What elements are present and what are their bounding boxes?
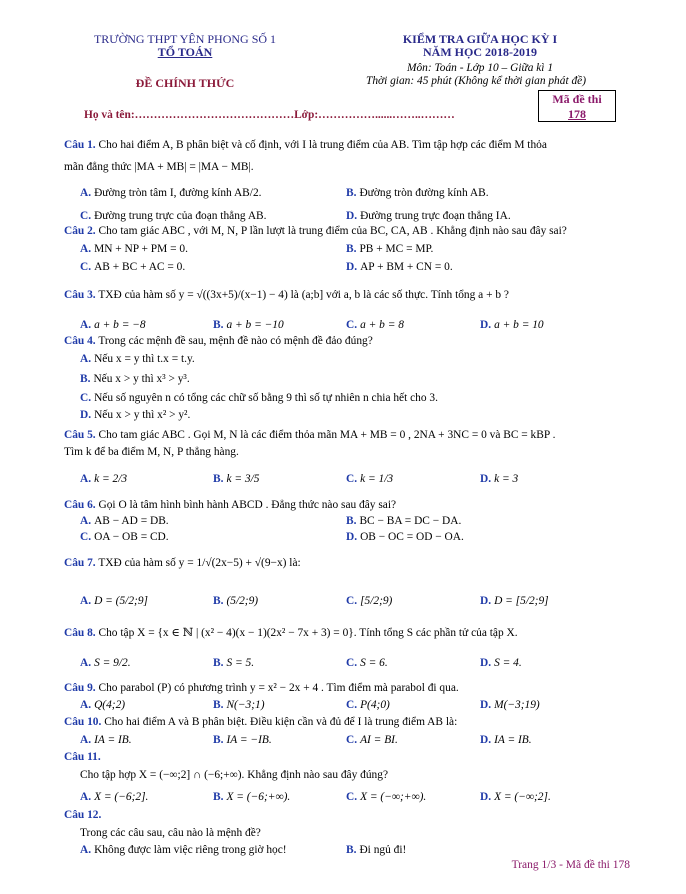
question-3	[64, 288, 636, 302]
option-label: A.	[80, 734, 92, 746]
option-text: AB + BC + AC = 0.	[94, 261, 186, 273]
q8-option-c[interactable]	[346, 656, 388, 670]
option-label: A.	[80, 595, 92, 607]
q5-option-d[interactable]	[480, 472, 518, 486]
q1-option-a[interactable]	[80, 186, 261, 200]
option-label: B.	[346, 243, 357, 255]
q3-option-a[interactable]	[80, 318, 146, 332]
option-label: B.	[213, 699, 224, 711]
page-footer: Trang 1/3 - Mã đề thi 178	[511, 859, 630, 871]
q1-option-d[interactable]	[346, 209, 511, 223]
option-label: A.	[80, 844, 92, 856]
question-2	[64, 224, 636, 238]
option-text: S = 9/2.	[94, 657, 131, 669]
option-label: C.	[80, 531, 92, 543]
option-label: A.	[80, 791, 92, 803]
q5-number: Câu 5.	[64, 429, 96, 441]
option-label: A.	[80, 473, 92, 485]
q4-option-c[interactable]	[80, 391, 438, 405]
q12-number: Câu 12.	[64, 809, 102, 821]
question-5	[64, 428, 636, 442]
option-label: A.	[80, 353, 92, 365]
option-label: C.	[346, 319, 358, 331]
option-label: B.	[213, 734, 224, 746]
q1-number: Câu 1.	[64, 139, 96, 151]
option-label: D.	[346, 531, 358, 543]
q11-option-c[interactable]	[346, 790, 426, 804]
option-label: A.	[80, 319, 92, 331]
option-label: A.	[80, 699, 92, 711]
option-text: k = 1/3	[360, 473, 394, 485]
q6-number: Câu 6.	[64, 499, 96, 511]
exam-title: KIỂM TRA GIỮA HỌC KỲ I	[402, 32, 558, 46]
question-1-cont: mãn đẳng thức |MA + MB| = |MA − MB|.	[64, 161, 254, 173]
option-text: k = 2/3	[94, 473, 128, 485]
q9-option-a[interactable]	[80, 698, 125, 712]
option-label: D.	[480, 319, 492, 331]
q11-option-d[interactable]	[480, 790, 551, 804]
q3-text: TXĐ của hàm số y = √((3x+5)/(x−1) − 4) là (a;b] với a, b là các số thực. Tính tổng a + b ?	[98, 289, 509, 301]
official-label: ĐỀ CHÍNH THỨC	[135, 76, 235, 90]
question-12-text: Trong các câu sau, câu nào là mệnh đề?	[80, 827, 261, 839]
q4-option-d[interactable]	[80, 408, 190, 422]
q12-option-a[interactable]	[80, 843, 287, 857]
option-text: Đường tròn đường kính AB.	[359, 187, 489, 199]
option-text: X = (−6;2].	[94, 791, 149, 803]
option-label: B.	[346, 844, 357, 856]
option-label: C.	[346, 657, 358, 669]
question-12	[64, 808, 636, 822]
q7-option-d[interactable]	[480, 594, 549, 608]
q6-text: Gọi O là tâm hình bình hành ABCD . Đẳng thức nào sau đây sai?	[98, 499, 397, 511]
q10-option-d[interactable]	[480, 733, 532, 747]
option-label: C.	[80, 210, 92, 222]
exam-code-box	[538, 90, 616, 122]
q8-option-a[interactable]	[80, 656, 131, 670]
q2-number: Câu 2.	[64, 225, 96, 237]
q8-option-b[interactable]	[213, 656, 254, 670]
question-9	[64, 681, 636, 695]
school-year: NĂM HỌC 2018-2019	[423, 45, 537, 59]
q3-option-b[interactable]	[213, 318, 284, 332]
q2-option-b[interactable]	[346, 242, 433, 256]
option-label: D.	[480, 699, 492, 711]
option-text: a + b = −10	[226, 319, 284, 331]
option-label: A.	[80, 187, 92, 199]
question-5-cont: Tìm k để ba điểm M, N, P thẳng hàng.	[64, 446, 239, 458]
question-11	[64, 750, 636, 764]
q9-option-d[interactable]	[480, 698, 540, 712]
subject-line: Môn: Toán - Lớp 10 – Giữa kì 1	[406, 62, 554, 74]
option-text: k = 3	[494, 473, 519, 485]
q2-text: Cho tam giác ABC , với M, N, P lần lượt là trung điểm của BC, CA, AB . Khẳng định nào sau đây sai?	[98, 225, 567, 237]
option-text: N(−3;1)	[226, 699, 265, 711]
option-text: AI = BI.	[360, 734, 398, 746]
question-8	[64, 626, 636, 640]
option-text: Q(4;2)	[94, 699, 126, 711]
option-text: Đường trung trực của đoạn thẳng AB.	[94, 210, 267, 222]
time-line: Thời gian: 45 phút (Không kể thời gian phát đề)	[365, 75, 587, 87]
q2-option-a[interactable]	[80, 242, 188, 256]
option-text: Nếu x > y thì x² > y².	[94, 409, 191, 421]
option-label: B.	[346, 515, 357, 527]
option-text: X = (−6;+∞).	[226, 791, 291, 803]
option-text: D = (5/2;9]	[94, 595, 148, 607]
q2-option-d[interactable]	[346, 260, 453, 274]
option-label: B.	[346, 187, 357, 199]
option-label: D.	[346, 210, 358, 222]
exam-code-value: 178	[568, 107, 586, 121]
question-7	[64, 556, 636, 570]
q5-option-c[interactable]	[346, 472, 393, 486]
q7-option-a[interactable]	[80, 594, 148, 608]
q2-option-c[interactable]	[80, 260, 185, 274]
question-6	[64, 498, 636, 512]
q5-text: Cho tam giác ABC . Gọi M, N là các điểm thỏa mãn MA + MB = 0 , 2NA + 3NC = 0 và BC = kBP .	[98, 429, 556, 441]
option-text: X = (−∞;+∞).	[360, 791, 427, 803]
question-10	[64, 715, 636, 729]
exam-code-label: Mã đề thi	[552, 92, 602, 106]
q9-option-b[interactable]	[213, 698, 265, 712]
option-text: OB − OC = OD − OA.	[360, 531, 464, 543]
q8-number: Câu 8.	[64, 627, 96, 639]
option-label: B.	[213, 473, 224, 485]
option-text: X = (−∞;2].	[494, 791, 551, 803]
option-label: B.	[213, 319, 224, 331]
option-label: D.	[480, 734, 492, 746]
q12-option-b[interactable]	[346, 843, 406, 857]
student-name-line: Họ và tên:……………………………………Lớp:……………......……..………	[84, 109, 455, 121]
option-label: C.	[346, 791, 358, 803]
option-label: A.	[80, 657, 92, 669]
question-1	[64, 138, 636, 152]
q4-option-a[interactable]	[80, 352, 195, 366]
q7-option-c[interactable]	[346, 594, 392, 608]
q11-option-b[interactable]	[213, 790, 290, 804]
q9-number: Câu 9.	[64, 682, 96, 694]
option-label: D.	[80, 409, 92, 421]
question-11-text: Cho tập hợp X = (−∞;2] ∩ (−6;+∞). Khẳng định nào sau đây đúng?	[80, 769, 388, 781]
q7-option-b[interactable]	[213, 594, 258, 608]
q1-text: Cho hai điểm A, B phân biệt và cố định, với I là trung điểm của AB. Tìm tập hợp các điểm M thỏa	[98, 139, 547, 151]
option-label: C.	[346, 734, 358, 746]
option-text: [5/2;9)	[360, 595, 393, 607]
option-text: AP + BM + CN = 0.	[360, 261, 453, 273]
option-text: (5/2;9)	[226, 595, 259, 607]
q5-option-a[interactable]	[80, 472, 127, 486]
option-text: M(−3;19)	[494, 699, 540, 711]
q6-option-a[interactable]	[80, 514, 169, 528]
q9-option-c[interactable]	[346, 698, 390, 712]
option-label: C.	[80, 261, 92, 273]
option-text: IA = −IB.	[226, 734, 272, 746]
option-text: Nếu số nguyên n có tổng các chữ số bằng 9 thì số tự nhiên n chia hết cho 3.	[94, 392, 438, 404]
q3-number: Câu 3.	[64, 289, 96, 301]
q10-option-a[interactable]	[80, 733, 132, 747]
q4-number: Câu 4.	[64, 335, 96, 347]
option-label: D.	[480, 657, 492, 669]
option-label: B.	[213, 791, 224, 803]
option-label: A.	[80, 515, 92, 527]
q11-number: Câu 11.	[64, 751, 101, 763]
q10-option-b[interactable]	[213, 733, 272, 747]
option-text: PB + MC = MP.	[359, 243, 434, 255]
option-label: D.	[346, 261, 358, 273]
q4-option-b[interactable]	[80, 372, 190, 386]
option-label: D.	[480, 595, 492, 607]
q7-number: Câu 7.	[64, 557, 96, 569]
option-text: IA = IB.	[494, 734, 532, 746]
option-text: S = 5.	[226, 657, 255, 669]
option-label: C.	[346, 595, 358, 607]
option-text: S = 4.	[494, 657, 522, 669]
option-text: MN + NP + PM = 0.	[94, 243, 188, 255]
question-4	[64, 334, 636, 348]
q1-option-b[interactable]	[346, 186, 489, 200]
option-text: S = 6.	[360, 657, 388, 669]
option-label: C.	[346, 473, 358, 485]
option-label: B.	[213, 657, 224, 669]
option-label: C.	[80, 392, 92, 404]
option-text: Không được làm việc riêng trong giờ học!	[94, 844, 287, 856]
q10-text: Cho hai điểm A và B phân biệt. Điều kiện cần và đủ để I là trung điểm AB là:	[104, 716, 458, 728]
option-label: D.	[480, 473, 492, 485]
department: TỔ TOÁN	[157, 45, 213, 59]
q3-option-d[interactable]	[480, 318, 544, 332]
q6-option-b[interactable]	[346, 514, 461, 528]
option-label: C.	[346, 699, 358, 711]
option-text: IA = IB.	[94, 734, 132, 746]
option-text: Nếu x > y thì x³ > y³.	[93, 373, 190, 385]
option-text: P(4;0)	[360, 699, 390, 711]
q8-option-d[interactable]	[480, 656, 522, 670]
option-label: B.	[80, 373, 91, 385]
q4-text: Trong các mệnh đề sau, mệnh đề nào có mệnh đề đảo đúng?	[98, 335, 373, 347]
q5-option-b[interactable]	[213, 472, 259, 486]
option-text: a + b = 8	[360, 319, 404, 331]
q3-option-c[interactable]	[346, 318, 404, 332]
q10-number: Câu 10.	[64, 716, 102, 728]
q6-option-d[interactable]	[346, 530, 464, 544]
option-text: D = [5/2;9]	[494, 595, 549, 607]
option-text: BC − BA = DC − DA.	[359, 515, 462, 527]
option-text: OA − OB = CD.	[94, 531, 169, 543]
q9-text: Cho parabol (P) có phương trình y = x² − 2x + 4 . Tìm điểm mà parabol đi qua.	[98, 682, 459, 694]
q7-text: TXĐ của hàm số y = 1/√(2x−5) + √(9−x) là:	[98, 557, 301, 569]
option-text: Đi ngủ đi!	[359, 844, 407, 856]
q8-text: Cho tập X = {x ∈ ℕ | (x² − 4)(x − 1)(2x² − 7x + 3) = 0}. Tính tổng S các phần tử của tập X.	[98, 627, 518, 639]
option-label: B.	[213, 595, 224, 607]
q6-option-c[interactable]	[80, 530, 169, 544]
option-text: k = 3/5	[226, 473, 260, 485]
q1-option-c[interactable]	[80, 209, 267, 223]
school-name: TRƯỜNG THPT YÊN PHONG SỐ 1	[93, 32, 277, 46]
option-text: a + b = 10	[494, 319, 544, 331]
q11-option-a[interactable]	[80, 790, 148, 804]
option-text: Nếu x = y thì t.x = t.y.	[94, 353, 195, 365]
option-text: a + b = −8	[94, 319, 146, 331]
q10-option-c[interactable]	[346, 733, 398, 747]
option-label: D.	[480, 791, 492, 803]
option-text: Đường tròn tâm I, đường kính AB/2.	[94, 187, 262, 199]
option-label: A.	[80, 243, 92, 255]
option-text: Đường trung trực đoạn thẳng IA.	[360, 210, 511, 222]
option-text: AB − AD = DB.	[94, 515, 169, 527]
